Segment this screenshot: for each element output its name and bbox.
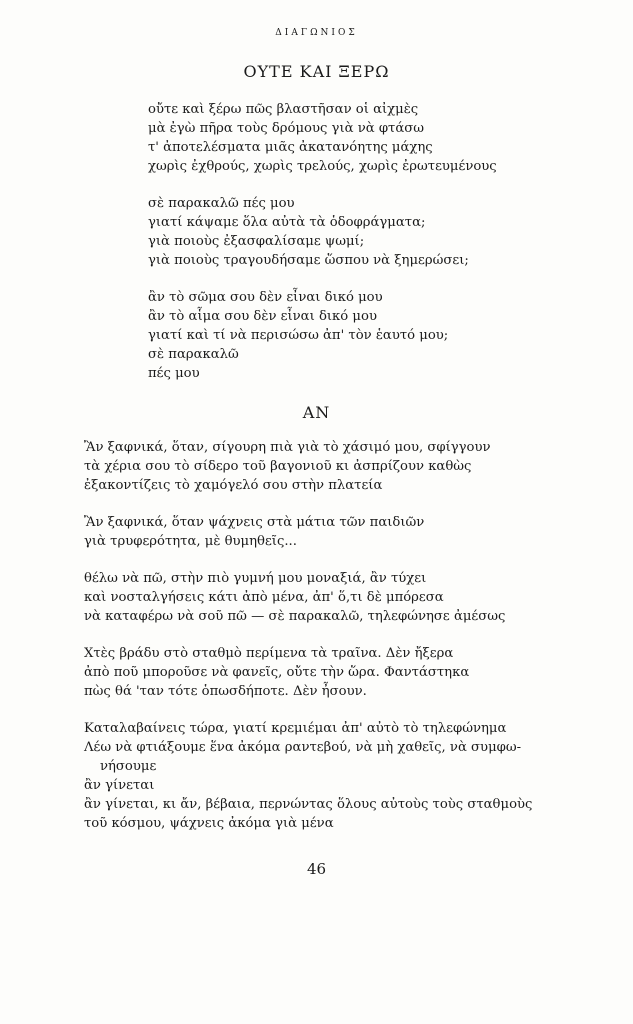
poem-line: ἐξακοντίζεις τὸ χαμόγελό σου στὴν πλατεία [84, 478, 383, 493]
poem-line: Καταλαβαίνεις τώρα, γιατί κρεμιέμαι ἀπ' αὐτὸ τὸ τηλεφώνημα [84, 721, 507, 736]
poem-line: ἂν γίνεται [84, 778, 155, 793]
poem-line: γιὰ ποιοὺς ἐξασφαλίσαμε ψωμί; [148, 234, 365, 249]
stanza [148, 100, 618, 176]
stanza [84, 569, 614, 626]
poem-line: Ἂν ξαφνικά, ὅταν ψάχνεις στὰ μάτια τῶν παιδιῶν [84, 515, 425, 530]
poem-line: Ἂν ξαφνικά, ὅταν, σίγουρη πιὰ γιὰ τὸ χάσιμό μου, σφίγγουν [84, 440, 491, 455]
poem-line: καὶ νοσταλγήσεις κάτι ἀπὸ μένα, ἀπ' ὅ,τι δὲ μπόρεσα [84, 590, 444, 605]
poem-line: Χτὲς βράδυ στὸ σταθμὸ περίμενα τὰ τραῖνα. Δὲν ἤξερα [84, 646, 454, 661]
poem-line: πές μου [148, 366, 200, 381]
poem-line: ἀπὸ ποῦ μποροῦσε νὰ φανεῖς, οὔτε τὴν ὥρα. Φαντάστηκα [84, 665, 470, 680]
poem-line: ἂν γίνεται, κι ἄν, βέβαια, περνώντας ὅλους αὐτοὺς τοὺς σταθμοὺς [84, 797, 533, 812]
poem-line: τὰ χέρια σου τὸ σίδερο τοῦ βαγονιοῦ κι ἀσπρίζουν καθὼς [84, 459, 472, 474]
poem-body [148, 100, 618, 401]
poem-line: γιὰ τρυφερότητα, μὲ θυμηθεῖς... [84, 534, 297, 549]
poem-line: πὼς θά 'ταν τότε ὁπωσδήποτε. Δὲν ἦσουν. [84, 684, 367, 699]
poem-line: τ' ἀποτελέσματα μιᾶς ἀκατανόητης μάχης [148, 140, 433, 155]
poem-line: ἂν τὸ σῶμα σου δὲν εἶναι δικό μου [148, 290, 383, 305]
poem-line: χωρὶς ἐχθρούς, χωρὶς τρελούς, χωρὶς ἐρωτευμένους [148, 159, 497, 174]
stanza [148, 288, 618, 383]
stanza [84, 513, 614, 551]
poem-line: μὰ ἐγὼ πῆρα τοὺς δρόμους γιὰ νὰ φτάσω [148, 121, 425, 136]
poem-line: νὰ καταφέρω νὰ σοῦ πῶ — σὲ παρακαλῶ, τηλεφώνησε ἀμέσως [84, 609, 506, 624]
stanza [84, 719, 614, 833]
poem-line: θέλω νὰ πῶ, στὴν πιὸ γυμνή μου μοναξιά, ἂν τύχει [84, 571, 427, 586]
poem-title: ΑΝ [302, 403, 331, 422]
poem-line: τοῦ κόσμου, ψάχνεις ἀκόμα γιὰ μένα [84, 816, 334, 831]
poem-line: νήσουμε [100, 759, 157, 774]
poem-line: γιατί κάψαμε ὅλα αὐτὰ τὰ ὁδοφράγματα; [148, 215, 426, 230]
running-head: ΔΙΑΓΩΝΙΟΣ [275, 28, 358, 38]
stanza [84, 644, 614, 701]
poem-line: γιατί καὶ τί νὰ περισώσω ἀπ' τὸν ἑαυτό μου; [148, 328, 449, 343]
page-number: 46 [306, 860, 327, 878]
poem-line: σὲ παρακαλῶ [148, 347, 239, 362]
poem-body [84, 438, 614, 851]
poem-line: οὔτε καὶ ξέρω πῶς βλαστῆσαν οἱ αἰχμὲς [148, 102, 419, 117]
stanza [84, 438, 614, 495]
poem-line: Λέω νὰ φτιάξουμε ἕνα ἀκόμα ραντεβού, νὰ μὴ χαθεῖς, νὰ συμφω- [84, 740, 522, 755]
poem-line: ἂν τὸ αἷμα σου δὲν εἶναι δικό μου [148, 309, 377, 324]
poem-line: σὲ παρακαλῶ πές μου [148, 196, 295, 211]
stanza [148, 194, 618, 270]
poem-line: γιὰ ποιοὺς τραγουδήσαμε ὥσπου νὰ ξημερώσει; [148, 253, 469, 268]
poem-title: ΟΥΤΕ ΚΑΙ ΞΕΡΩ [243, 62, 390, 81]
